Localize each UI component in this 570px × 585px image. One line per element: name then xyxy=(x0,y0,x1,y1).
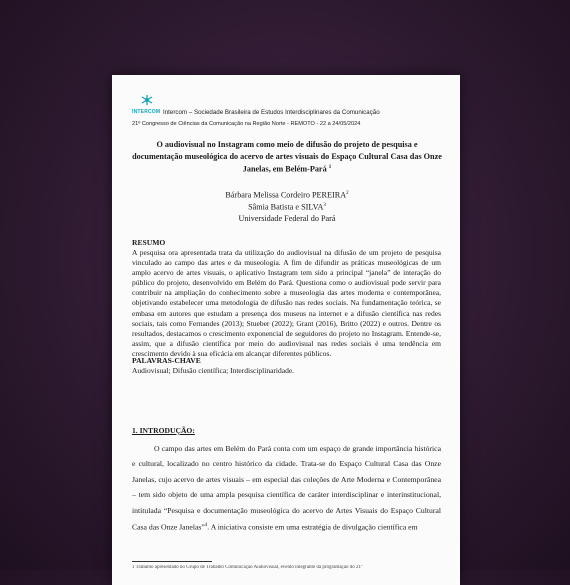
author-1 xyxy=(132,189,442,201)
footnote-divider xyxy=(132,561,212,562)
author-1-footnote-mark: 2 xyxy=(346,191,349,196)
author-2-name: Sâmia Batista e SILVA xyxy=(248,203,324,213)
document-page xyxy=(112,75,460,585)
intercom-logo xyxy=(132,93,162,117)
introduction-paragraph xyxy=(132,441,441,535)
resumo-heading: RESUMO xyxy=(132,238,166,247)
introduction-heading: 1. INTRODUÇÃO: xyxy=(132,426,195,435)
logo-text: INTERCOM xyxy=(132,109,161,115)
author-block xyxy=(132,189,442,224)
resumo-text: A pesquisa ora apresentada trata da utilização do audiovisual na difusão de um projeto de pesquisa vinculado ao campo das artes e da museologia. A fim de difundir as práticas museológicas de um amplo acervo de artes visuais, o aplicativo Instagram tem sido a principal “janela” de interação do público do projeto, desenvolvido em Belém do Pará. Questiona como o audiovisual pode servir para contribuir na ampliação do conhecimento sobre a museologia das artes moderna e contemporânea, objetivando estabelecer uma metodologia de difusão nas redes sociais. Na fundamentação teórica, se embasa em autores que estudam a presença dos museus na internet e a difusão científica nas redes sociais, tais como Fernandes (2013); Stueber (2022); Grant (2016), Britto (2022) e outros. Dentre os resultados, destacamos o crescimento exponencial de seguidores do projeto no Instagram. Entende-se, assim, que a difusão científica por meio do audiovisual nas redes sociais é uma tendência em crescimento devido à sua eficácia em alcançar diferentes públicos. xyxy=(132,248,441,358)
introduction-footnote-mark: 4 xyxy=(204,523,208,529)
keywords-heading: PALAVRAS-CHAVE xyxy=(132,356,201,365)
paper-title xyxy=(132,139,442,176)
keywords-text: Audiovisual; Difusão científica; Interdisciplinaridade. xyxy=(132,366,295,375)
intercom-logo-icon xyxy=(132,93,162,109)
congress-line: 21º Congresso de Ciências da Comunicação na Região Norte - REMOTO - 22 a 24/05/2024 xyxy=(132,121,361,127)
author-1-name: Bárbara Melissa Cordeiro PEREIRA xyxy=(225,190,347,200)
author-2 xyxy=(132,201,442,213)
paper-title-text: O audiovisual no Instagram como meio de difusão do projeto de pesquisa e documentação museológica do acervo de artes visuais do Espaço Cultural Casa das Onze Janelas, em Belém-Pará xyxy=(132,140,442,174)
introduction-text: O campo das artes em Belém do Pará conta com um espaço de grande importância histórica e cultural, localizado no centro histórico da cidade. Trata-se do Espaço Cultural Casa das Onze Janelas, cujo acervo de artes visuais – em especial das coleções de Arte Moderna e Contemporânea – tem sido objeto de uma ampla pesquisa científica de caráter interdisciplinar e interinstitucional, intitulada “Pesquisa e documentação museológica do acervo de Artes Visuais do Espaço Cultural Casa das Onze Janelas” xyxy=(132,444,441,532)
organization-name: Intercom – Sociedade Brasileira de Estudos Interdisciplinares da Comunicação xyxy=(163,109,380,116)
introduction-text-continued: . A iniciativa consiste em uma estratégia de divulgação científica em xyxy=(207,522,418,532)
author-2-footnote-mark: 3 xyxy=(323,203,326,209)
footnote-text: 1 Trabalho apresentado no Grupo de Trabalho Comunicação Audiovisual, evento integrante da programação do 21º xyxy=(132,565,363,570)
title-footnote-mark: 1 xyxy=(328,165,332,171)
institution: Universidade Federal do Pará xyxy=(238,213,336,223)
